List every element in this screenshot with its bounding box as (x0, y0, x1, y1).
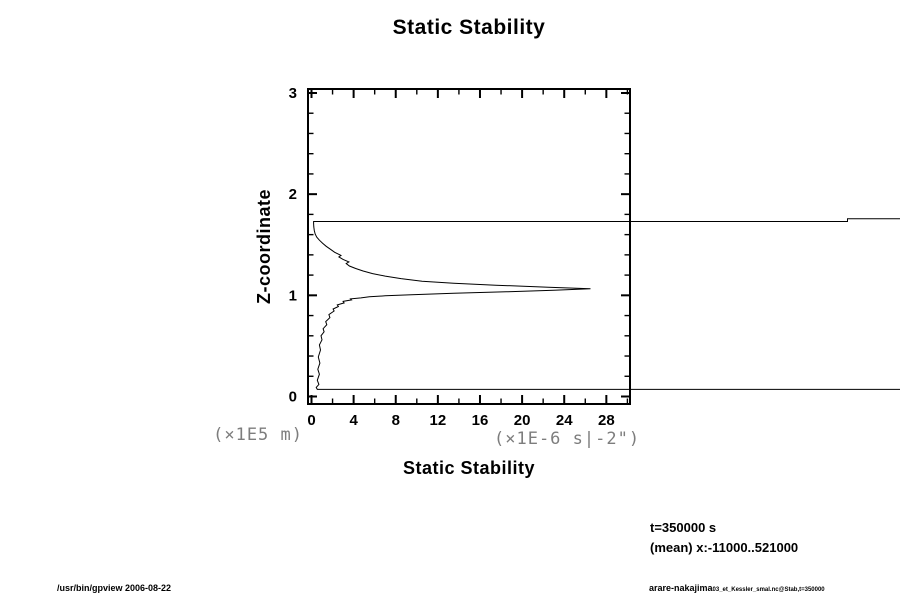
y-axis-unit-label: (×1E5 m) (213, 425, 303, 445)
svg-text:12: 12 (429, 412, 447, 429)
annotation-block (650, 518, 798, 558)
y-tick-labels (289, 85, 297, 406)
x-axis-unit-label: (×1E-6 s|-2") (494, 429, 641, 449)
annotation-time: t=350000 s (650, 520, 717, 535)
svg-text:0: 0 (288, 388, 297, 406)
svg-text:28: 28 (597, 412, 615, 429)
svg-text:8: 8 (391, 412, 400, 429)
svg-text:0: 0 (307, 412, 316, 429)
footer-command-stamp: /usr/bin/gpview 2006-08-22 (57, 583, 172, 593)
svg-text:2: 2 (288, 186, 297, 204)
svg-text:20: 20 (513, 412, 531, 429)
footer-dataset-name: arare-nakajima (649, 583, 713, 593)
svg-text:1: 1 (288, 287, 297, 305)
x-axis-title: Static Stability (402, 458, 536, 478)
footer-dataset-stamp (649, 583, 825, 593)
x-tick-labels (307, 412, 614, 429)
svg-text:4: 4 (349, 412, 358, 429)
footer-dataset-detail: 03_et_Kessler_smal.nc@Stab,t=350000 (712, 587, 825, 593)
stability-profile-line (314, 219, 900, 390)
annotation-mean-range: (mean) x:-11000..521000 (650, 540, 799, 555)
axis-ticks (308, 89, 630, 404)
chart-title: Static Stability (392, 16, 546, 39)
svg-text:3: 3 (288, 84, 297, 102)
y-axis-title-text: Z-coordinate (253, 188, 274, 304)
plot-frame (308, 89, 630, 404)
svg-text:24: 24 (555, 412, 573, 429)
svg-text:16: 16 (471, 412, 489, 429)
